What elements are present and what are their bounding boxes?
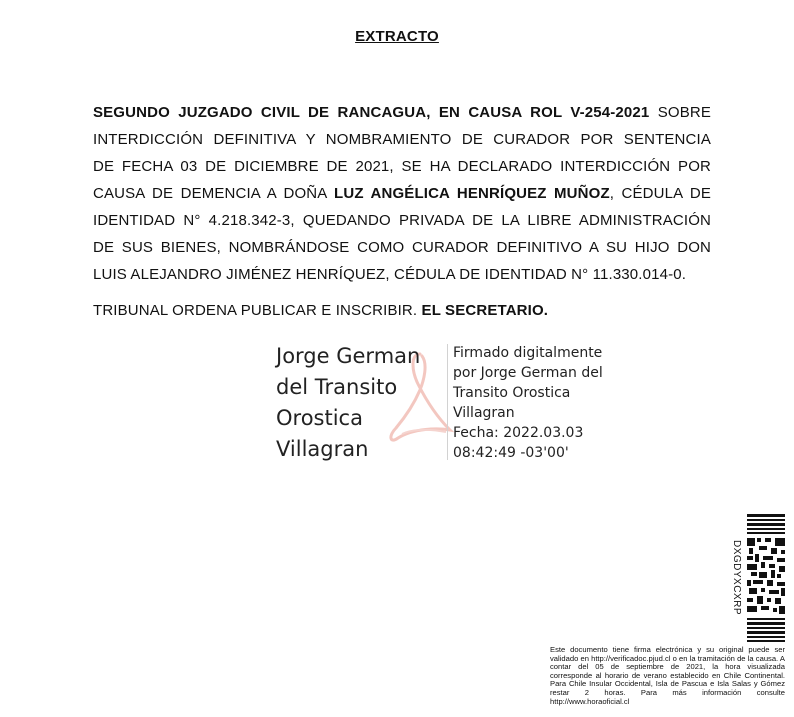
body-line-1: SEGUNDO JUZGADO CIVIL DE RANCAGUA, EN CAUSA ROL V-254-2021 SOBRE bbox=[93, 104, 711, 121]
document-title: EXTRACTO bbox=[355, 28, 439, 45]
extract-body bbox=[93, 99, 711, 288]
body-line-5: IDENTIDAD N° 4.218.342-3, QUEDANDO PRIVADA DE LA LIBRE ADMINISTRACIÓN bbox=[93, 212, 711, 229]
signature-details: Firmado digitalmente por Jorge German del Transito Orostica Villagran Fecha: 2022.03.03 08:42:49 -03'00' bbox=[453, 343, 628, 463]
body-line-7: LUIS ALEJANDRO JIMÉNEZ HENRÍQUEZ, CÉDULA DE IDENTIDAD N° 11.330.014-0. bbox=[93, 266, 687, 283]
closing-line: TRIBUNAL ORDENA PUBLICAR E INSCRIBIR. EL SECRETARIO. bbox=[93, 302, 549, 319]
verification-code: DXGDYXCXRP bbox=[731, 540, 742, 616]
signature-divider bbox=[447, 344, 448, 460]
court-case-reference: SEGUNDO JUZGADO CIVIL DE RANCAGUA, EN CAUSA ROL V-254-2021 bbox=[93, 104, 650, 121]
signature-time: 08:42:49 -03'00' bbox=[453, 445, 569, 461]
verification-footnote: Este documento tiene firma electrónica y su original puede ser validado en http://verificadoc.pjud.cl o en la tramitación de la causa. A contar del 05 de septiembre de 2021, la hora visualizada corresponde al horario de verano establecido en Chile Continental. Para Chile Insular Occidental, Isla de Pascua e Isla Salas y Gómez restar 2 horas. Para más información consulte http://www.horaoficial.cl bbox=[550, 645, 785, 706]
body-line-6: DE SUS BIENES, NOMBRÁNDOSE COMO CURADOR DEFINITIVO A SU HIJO DON bbox=[93, 239, 711, 256]
qr-code-icon bbox=[745, 512, 787, 644]
secretary-signoff: EL SECRETARIO. bbox=[421, 302, 549, 319]
signer-name: Jorge German del Transito Orostica Villagran bbox=[276, 344, 421, 461]
interdicted-person-name: LUZ ANGÉLICA HENRÍQUEZ MUÑOZ bbox=[334, 185, 610, 202]
body-line-2: INTERDICCIÓN DEFINITIVA Y NOMBRAMIENTO DE CURADOR POR SENTENCIA bbox=[93, 131, 711, 148]
signature-date: Fecha: 2022.03.03 bbox=[453, 425, 584, 441]
body-line-3: DE FECHA 03 DE DICIEMBRE DE 2021, SE HA DECLARADO INTERDICCIÓN POR bbox=[93, 158, 711, 175]
body-line-4: CAUSA DE DEMENCIA A DOÑA LUZ ANGÉLICA HENRÍQUEZ MUÑOZ, CÉDULA DE bbox=[93, 185, 711, 202]
